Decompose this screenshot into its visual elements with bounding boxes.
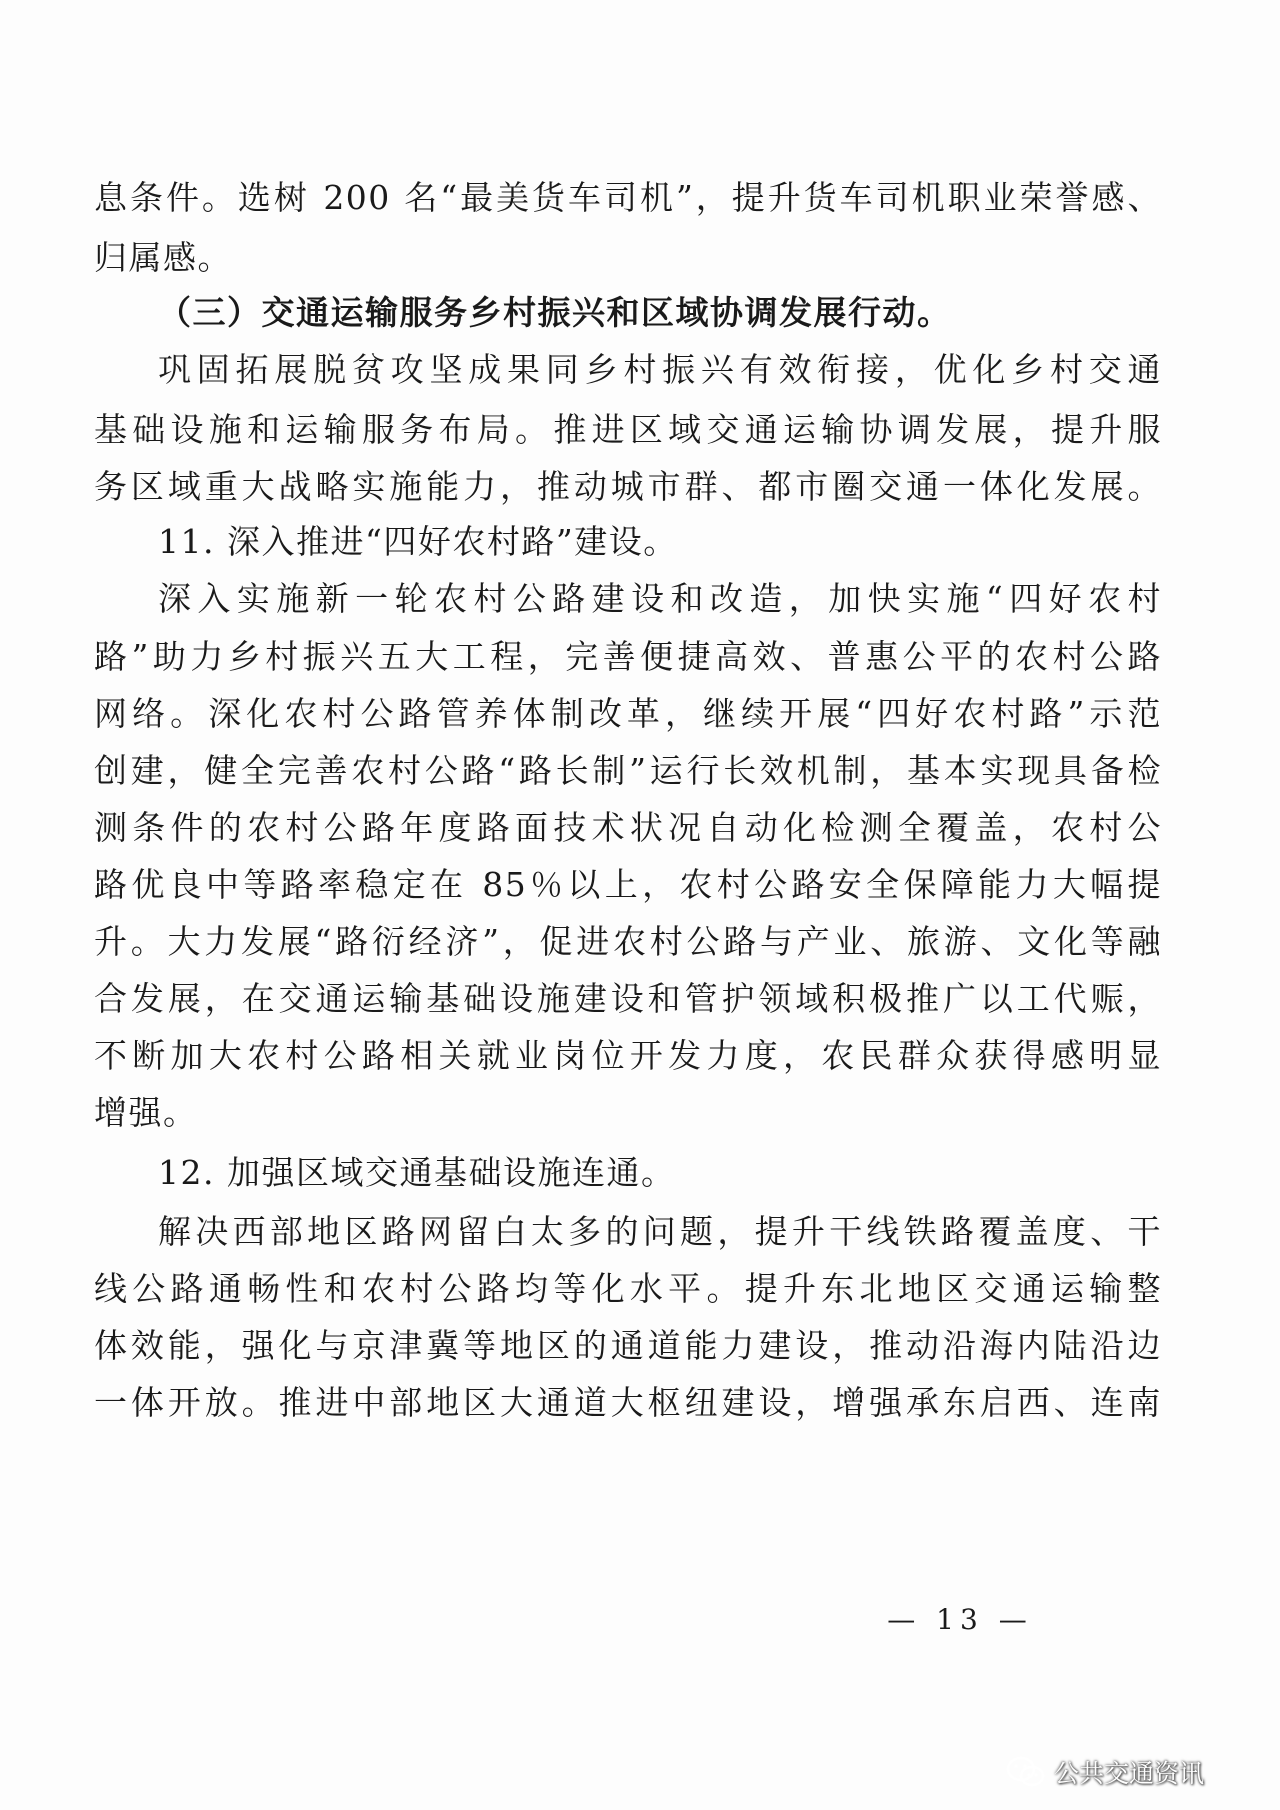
paragraph-line: 解决西部地区路网留白太多的问题，提升干线铁路覆盖度、干 xyxy=(158,1212,1162,1251)
subsection-heading: 11. 深入推进“四好农村路”建设。 xyxy=(158,522,678,561)
subsection-heading: 12. 加强区域交通基础设施连通。 xyxy=(158,1153,676,1192)
paragraph-line: 基础设施和运输服务布局。推进区域交通运输协调发展，提升服 xyxy=(94,410,1162,449)
paragraph-line: 息条件。选树 200 名“最美货车司机”，提升货车司机职业荣誉感、 xyxy=(94,178,1162,217)
section-heading: （三）交通运输服务乡村振兴和区域协调发展行动。 xyxy=(158,293,952,332)
paragraph-line: 升。大力发展“路衍经济”，促进农村公路与产业、旅游、文化等融 xyxy=(94,922,1162,961)
paragraph-line: 合发展，在交通运输基础设施建设和管护领域积极推广以工代赈， xyxy=(94,979,1162,1018)
paragraph-line: 巩固拓展脱贫攻坚成果同乡村振兴有效衔接，优化乡村交通 xyxy=(158,350,1162,389)
watermark xyxy=(1006,1752,1204,1792)
paragraph-line: 归属感。 xyxy=(94,238,232,277)
paragraph-line: 深入实施新一轮农村公路建设和改造，加快实施“四好农村 xyxy=(158,579,1162,618)
paragraph-line: 创建，健全完善农村公路“路长制”运行长效机制，基本实现具备检 xyxy=(94,751,1162,790)
paragraph-line: 网络。深化农村公路管养体制改革，继续开展“四好农村路”示范 xyxy=(94,694,1162,733)
paragraph-line: 体效能，强化与京津冀等地区的通道能力建设，推动沿海内陆沿边 xyxy=(94,1326,1162,1365)
paragraph-line: 路优良中等路率稳定在 85％以上，农村公路安全保障能力大幅提 xyxy=(94,865,1162,904)
paragraph-line: 测条件的农村公路年度路面技术状况自动化检测全覆盖，农村公 xyxy=(94,808,1162,847)
wechat-icon xyxy=(1006,1755,1046,1789)
paragraph-line: 增强。 xyxy=(94,1093,198,1132)
page-number: — 13 — xyxy=(887,1603,1033,1636)
paragraph-line: 不断加大农村公路相关就业岗位开发力度，农民群众获得感明显 xyxy=(94,1036,1162,1075)
paragraph-line: 一体开放。推进中部地区大通道大枢纽建设，增强承东启西、连南 xyxy=(94,1383,1162,1422)
paragraph-line: 路”助力乡村振兴五大工程，完善便捷高效、普惠公平的农村公路 xyxy=(94,637,1162,676)
paragraph-line: 线公路通畅性和农村公路均等化水平。提升东北地区交通运输整 xyxy=(94,1269,1162,1308)
paragraph-line: 务区域重大战略实施能力，推动城市群、都市圈交通一体化发展。 xyxy=(94,467,1162,506)
watermark-text: 公共交通资讯 xyxy=(1054,1759,1205,1788)
